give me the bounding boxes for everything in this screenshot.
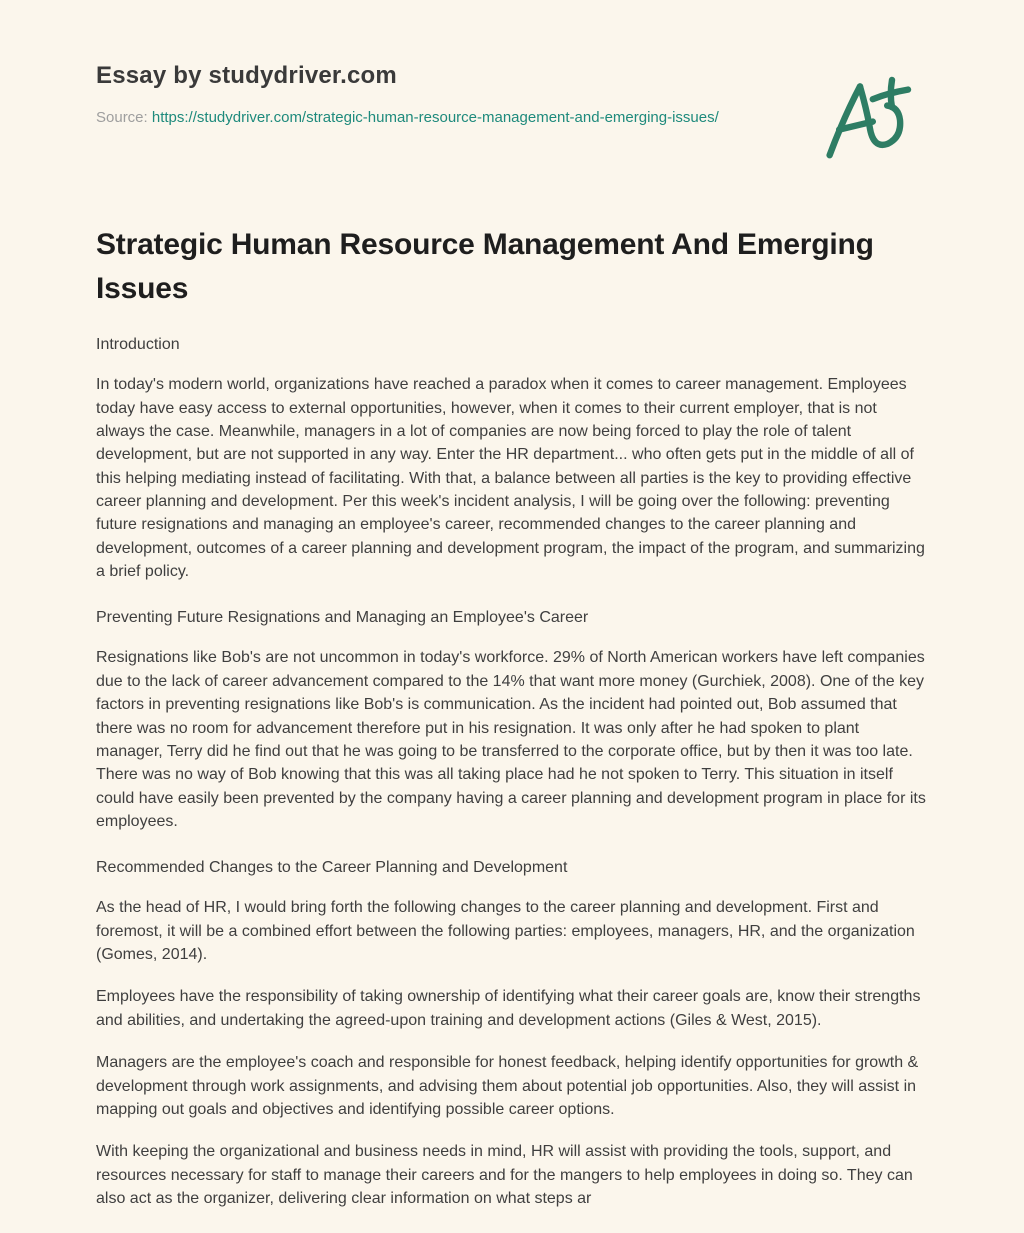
page-header [96, 62, 928, 131]
section-heading-recommended-changes: Recommended Changes to the Career Planning and Development [96, 859, 568, 877]
a-plus-logo-icon [820, 70, 916, 170]
source-url-link[interactable]: https://studydriver.com/strategic-human-resource-management-and-emerging-issues/ [151, 109, 719, 126]
paragraph-managers-coach: Managers are the employee's coach and responsible for honest feedback, helping identify opportunities for growth & development through work assignments, and advising them about potential job opportunities. Also, they will assist in mapping out goals and objectives and identifying possible career options. [96, 1054, 919, 1118]
source-label: Source: [96, 109, 148, 126]
paragraph-employees-responsibility: Employees have the responsibility of taking ownership of identifying what their career goals are, know their strengths and abilities, and undertaking the agreed-upon training and development actions (Giles & West, 2015). [96, 988, 921, 1029]
paragraph-preventing-resignations: Resignations like Bob's are not uncommon in today's workforce. 29% of North American workers have left companies due to the lack of career advancement compared to the 14% that want more money (Gurchiek, 2008). One of the key factors in preventing resignations like Bob's is communication. As the incident had pointed out, Bob assumed that there was no room for advancement therefore put in his resignation. It was only after he had spoken to plant manager, Terry did he find out that he was going to be transferred to the corporate office, but by then it was too late. There was no way of Bob knowing that this was all taking place had he not spoken to Terry. This situation in itself could have easily been prevented by the company having a career planning and development program in place for its employees. [96, 649, 926, 830]
paragraph-hr-support: With keeping the organizational and business needs in mind, HR will assist with providing the tools, support, and resources necessary for staff to manage their careers and for the mangers to help employees in doing so. They can also act as the organizer, delivering clear information on what steps ar [96, 1143, 913, 1207]
source-line [96, 105, 786, 131]
site-title: Essay by studydriver.com [96, 62, 397, 89]
article-title: Strategic Human Resource Management And Emerging Issues [96, 228, 874, 305]
paragraph-introduction: In today's modern world, organizations have reached a paradox when it comes to career management. Employees today have easy access to external opportunities, however, when it comes to their current employer, that is not always the case. Meanwhile, managers in a lot of companies are now being forced to play the role of talent development, but are not supported in any way. Enter the HR department... who often gets put in the middle of all of this helping mediating instead of facilitating. With that, a balance between all parties is the key to providing effective career planning and development. Per this week's incident analysis, I will be going over the following: preventing future resignations and managing an employee's career, recommended changes to the career planning and development, outcomes of a career planning and development program, the impact of the program, and summarizing a brief policy. [96, 376, 925, 581]
paragraph-recommended-changes: As the head of HR, I would bring forth the following changes to the career planning and development. First and foremost, it will be a combined effort between the following parties: employees, managers, HR, and the organization (Gomes, 2014). [96, 899, 915, 964]
section-heading-preventing-resignations: Preventing Future Resignations and Managing an Employee's Career [96, 609, 589, 627]
section-heading-introduction: Introduction [96, 336, 180, 354]
article-body [96, 336, 928, 1210]
